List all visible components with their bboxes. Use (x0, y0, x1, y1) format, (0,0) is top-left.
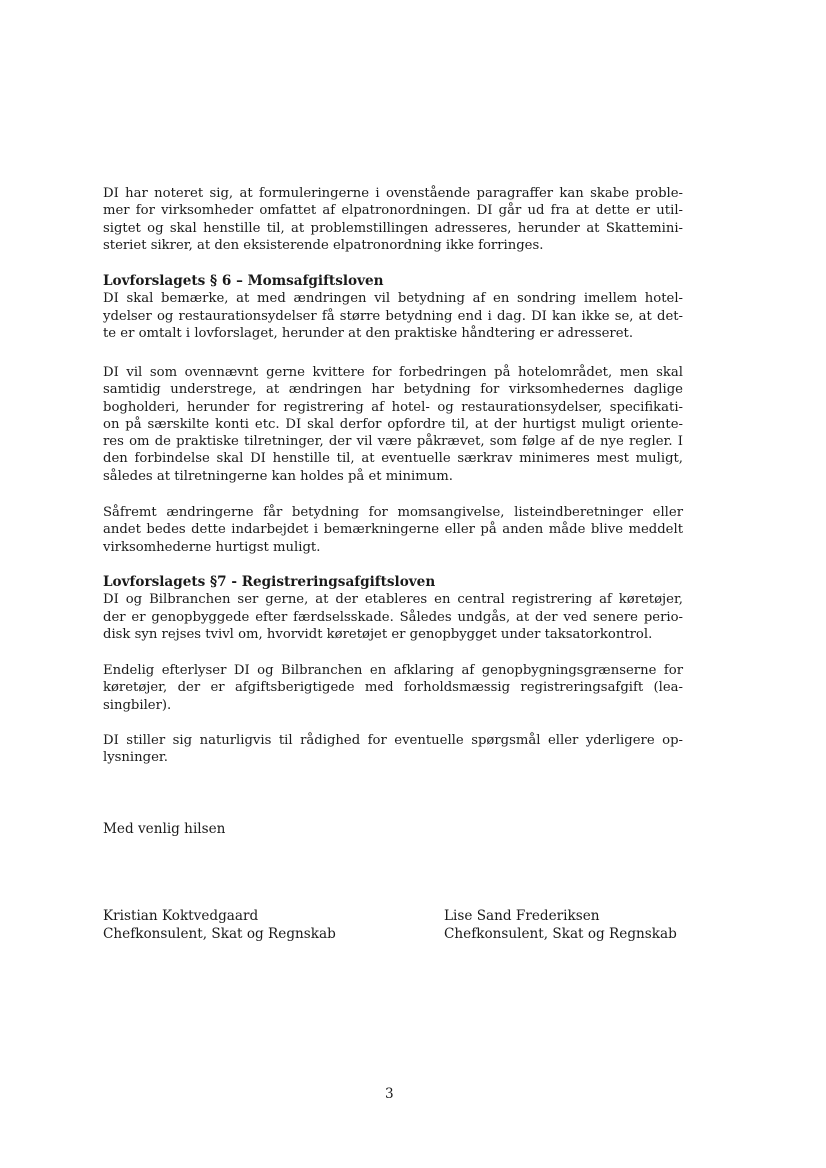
text-line: steriet sikrer, at den eksisterende elpatronordning ikke forringes. (103, 237, 544, 253)
paragraph-genopbygning (103, 662, 683, 714)
section-heading: Lovforslagets § 6 – Momsafgiftsloven (103, 273, 384, 289)
text-line: DI og Bilbranchen ser gerne, at der etableres en central registrering af køretøjer, (103, 592, 683, 608)
text-line: køretøjer, der er afgiftsberigtigede med forholdsmæssig registreringsafgift (lea- (103, 680, 683, 696)
text-line: samtidig understrege, at ændringen har betydning for virksomhedernes daglige (103, 382, 683, 398)
text-line: res om de praktiske tilretninger, der vil være påkrævet, som følge af de nye regler. I (103, 434, 683, 450)
signatory-title: Chefkonsulent, Skat og Regnskab (444, 926, 677, 942)
text-line: Såfremt ændringerne får betydning for momsangivelse, listeindberetninger eller (103, 505, 683, 520)
text-line: der er genopbyggede efter færdselsskade. Således undgås, at der ved senere perio- (103, 609, 683, 625)
text-line: bogholderi, herunder for registrering af hotel- og restaurationsydelser, specifikati- (103, 399, 683, 415)
text-line: DI har noteret sig, at formuleringerne i ovenstående paragraffer kan skabe proble- (103, 186, 683, 201)
paragraph-elpatron (103, 185, 683, 254)
text-line: andet bedes dette indarbejdet i bemærkningerne eller på anden måde blive meddelt (103, 522, 683, 538)
text-line: Endelig efterlyser DI og Bilbranchen en afklaring af genopbygningsgrænserne for (103, 663, 683, 678)
signatory-left (103, 907, 336, 943)
text-line: sigtet og skal henstille til, at problemstillingen adresseres, herunder at Skattemini- (103, 220, 683, 236)
section-momsafgiftsloven (103, 273, 683, 342)
text-line: således at tilretningerne kan holdes på et minimum. (103, 468, 453, 484)
paragraph-availability (103, 732, 683, 767)
signatory-right (444, 907, 677, 943)
paragraph-momsangivelse (103, 504, 683, 556)
closing-greeting: Med venlig hilsen (103, 821, 226, 837)
text-line: DI vil som ovennævnt gerne kvittere for forbedringen på hotelområdet, men skal (103, 365, 683, 380)
text-line: mer for virksomheder omfattet af elpatronordningen. DI går ud fra at dette er util- (103, 203, 683, 219)
signatory-name: Lise Sand Frederiksen (444, 908, 600, 924)
text-line: disk syn rejses tvivl om, hvorvidt køretøjet er genopbygget under taksatorkontrol. (103, 626, 653, 642)
text-line: singbiler). (103, 697, 172, 713)
paragraph-hotel (103, 364, 683, 485)
text-line: on på særskilte konti etc. DI skal derfor opfordre til, at der hurtigst muligt oriente- (103, 416, 683, 432)
text-line: den forbindelse skal DI henstille til, at eventuelle særkrav minimeres mest muligt, (103, 451, 683, 467)
text-line: ydelser og restaurationsydelser få større betydning end i dag. DI kan ikke se, at det- (103, 308, 683, 324)
section-registreringsafgiftsloven (103, 574, 683, 643)
text-line: DI skal bemærke, at med ændringen vil betydning af en sondring imellem hotel- (103, 291, 683, 307)
page-number: 3 (385, 1086, 394, 1102)
text-line: lysninger. (103, 750, 168, 766)
section-heading: Lovforslagets §7 - Registreringsafgiftsloven (103, 574, 436, 590)
text-line: DI stiller sig naturligvis til rådighed for eventuelle spørgsmål eller yderligere op- (103, 733, 683, 748)
text-line: te er omtalt i lovforslaget, herunder at den praktiske håndtering er adresseret. (103, 325, 634, 341)
text-line: virksomhederne hurtigst muligt. (103, 539, 321, 555)
signatory-name: Kristian Koktvedgaard (103, 908, 259, 924)
signatory-title: Chefkonsulent, Skat og Regnskab (103, 926, 336, 942)
